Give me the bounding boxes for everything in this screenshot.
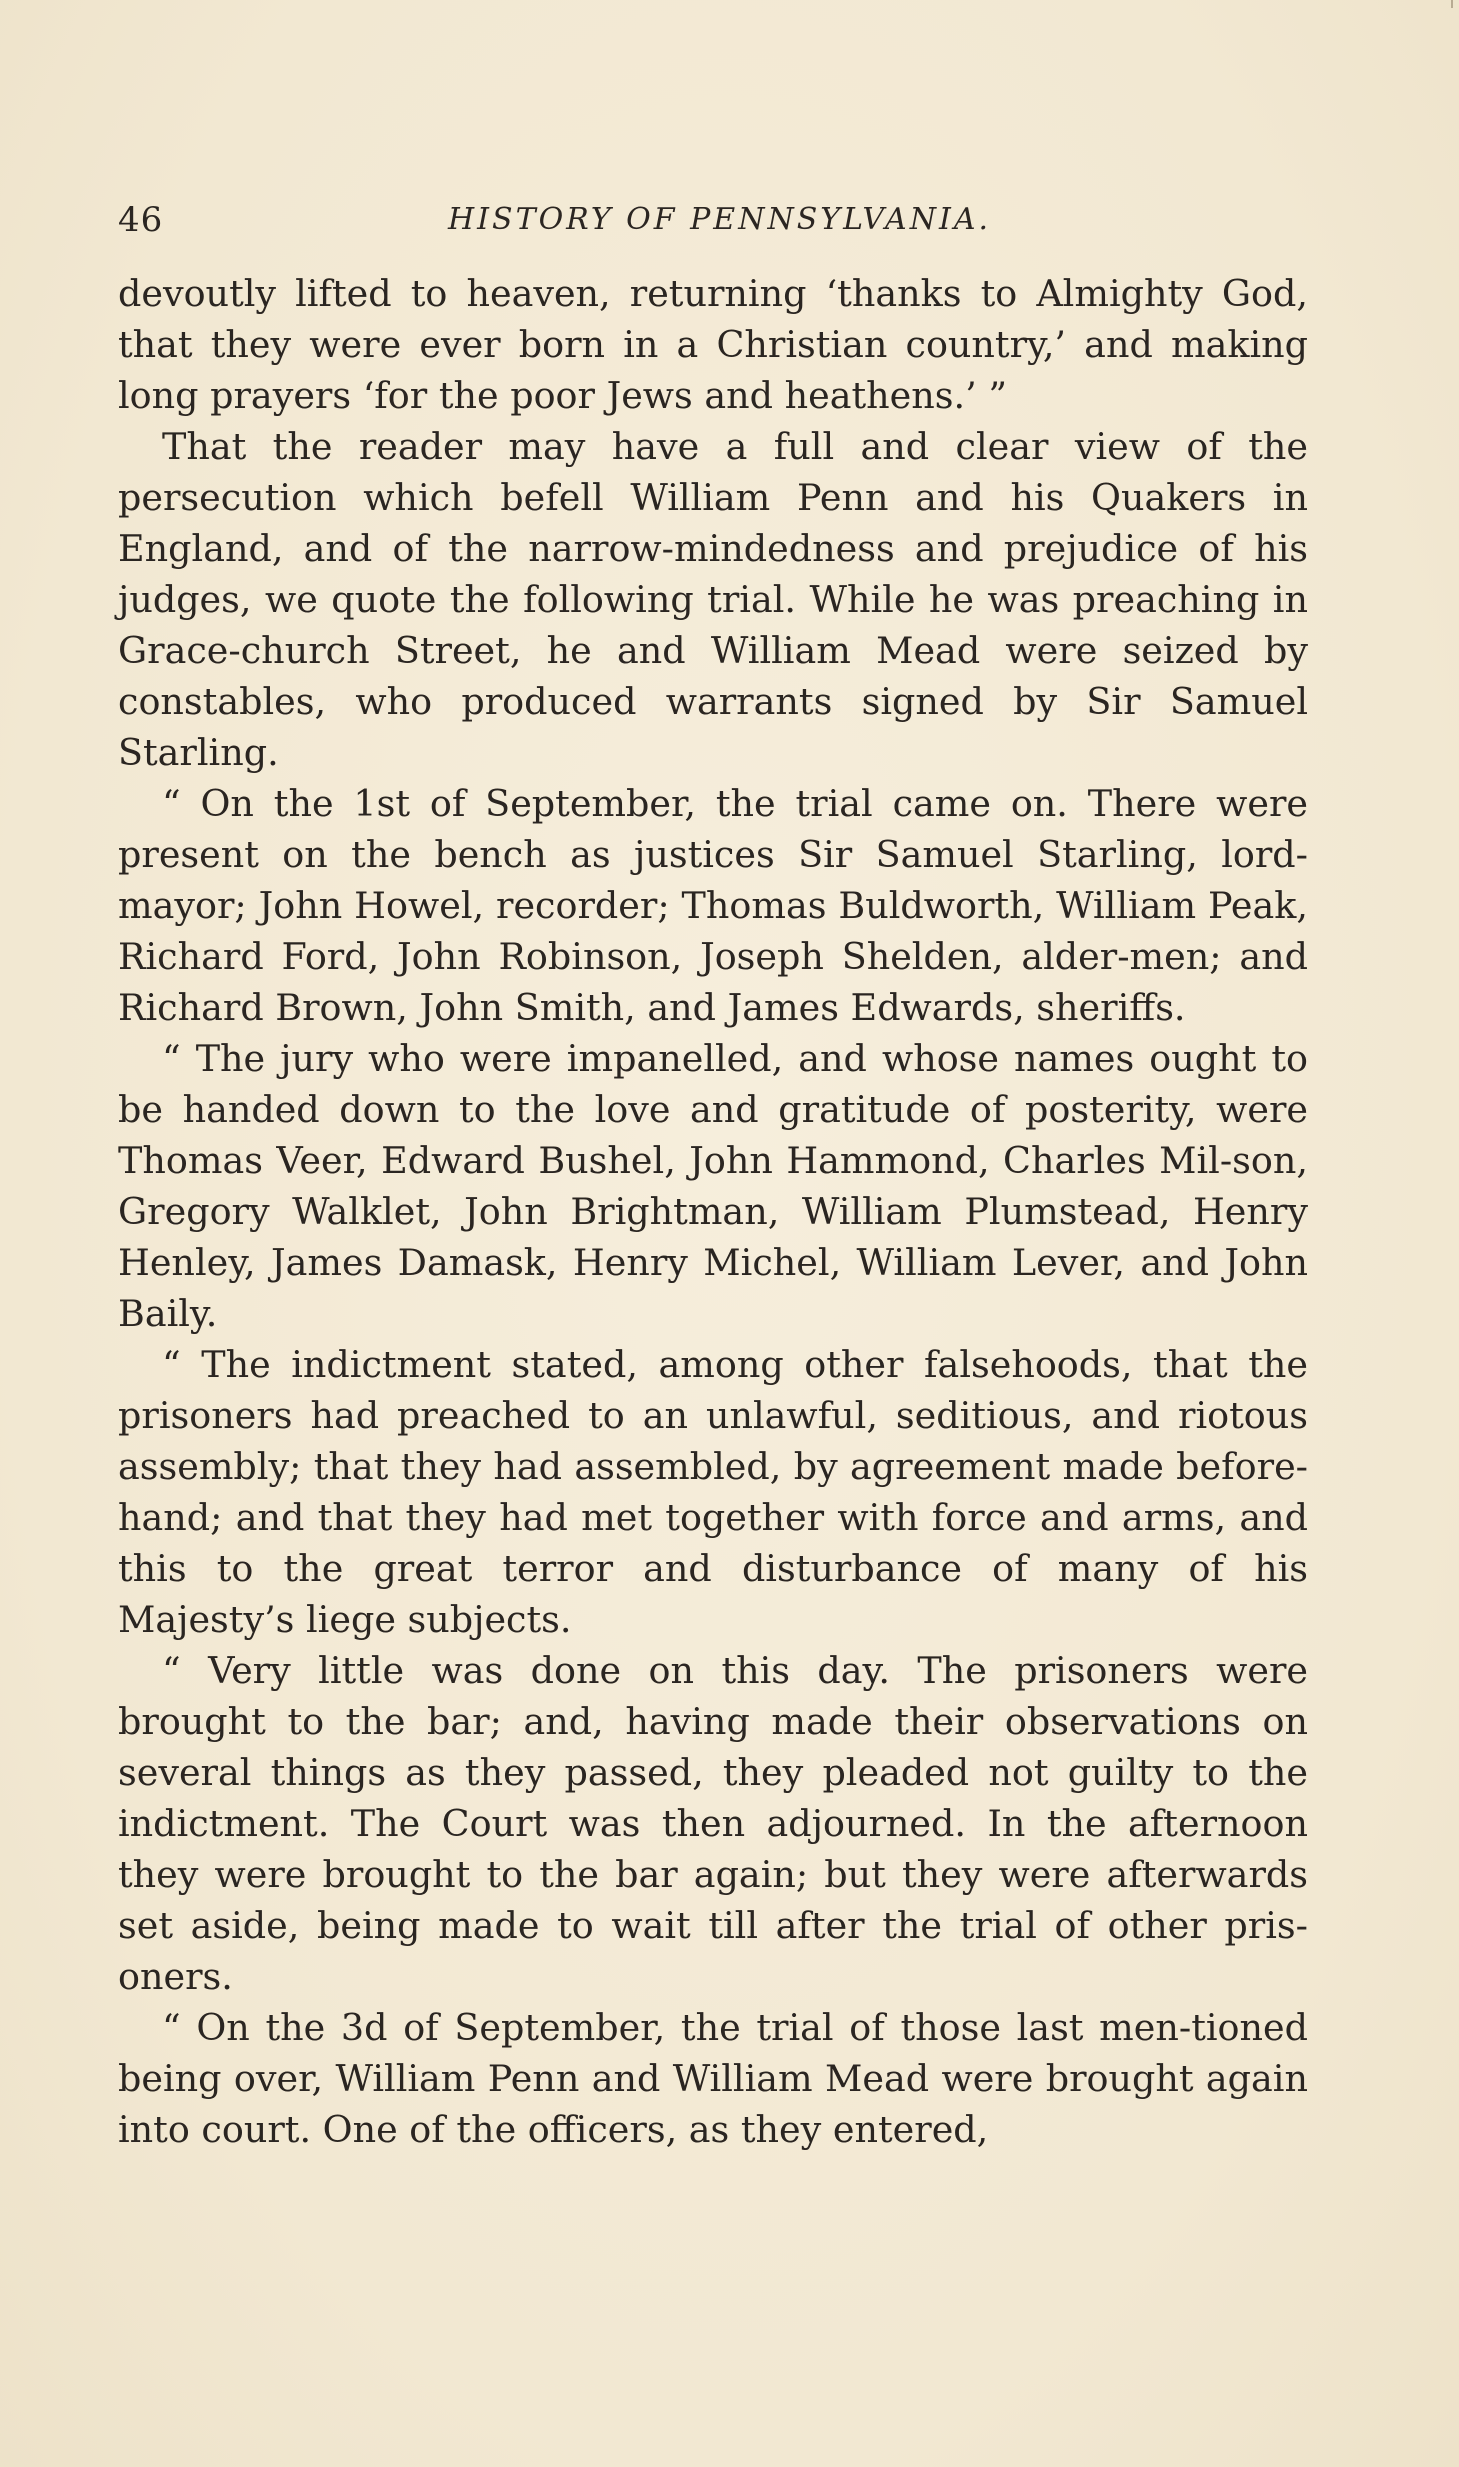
- page-corner-mark: [1451, 0, 1453, 8]
- paragraph-jury: “ The jury who were impanelled, and whose names ought to be handed down to the love and gratitude of posterity, were Thomas Veer, Edward Bushel, John Hammond, Charles Mil-son, Gregory Walklet, John Brightman, William Plumstead, Henry Henley, James Damask, Henry Michel, William Lever, and John Baily.: [118, 1037, 1308, 1335]
- running-title: HISTORY OF PENNSYLVANIA.: [448, 202, 992, 237]
- page-number: 46: [118, 200, 164, 240]
- paragraph-first-day: “ Very little was done on this day. The prisoners were brought to the bar; and, having made their observations on several things as they passed, they pleaded not guilty to the indictment. The Court was then adjourned. In the afternoon they were brought to the bar again; but they were afterwards set aside, being made to wait till after the trial of other pris-oners.: [118, 1649, 1308, 1998]
- paragraph-continuation: devoutly lifted to heaven, returning ‘thanks to Almighty God, that they were ever born in a Christian country,’ and making long prayers ‘for the poor Jews and heathens.’ ”: [118, 272, 1308, 417]
- paragraph-third-september: “ On the 3d of September, the trial of those last men-tioned being over, William Penn and William Mead were brought again into court. One of the officers, as they entered,: [118, 2006, 1308, 2151]
- page-header: [118, 200, 1318, 250]
- body-text: [118, 268, 1308, 2155]
- paragraph-bench: “ On the 1st of September, the trial came on. There were present on the bench as justices Sir Samuel Starling, lord-mayor; John Howel, recorder; Thomas Buldworth, William Peak, Richard Ford, John Robinson, Joseph Shelden, alder-men; and Richard Brown, John Smith, and James Edwards, sheriffs.: [118, 782, 1308, 1029]
- paragraph-trial-intro: That the reader may have a full and clear view of the persecution which befell William Penn and his Quakers in England, and of the narrow-mindedness and prejudice of his judges, we quote the following trial. While he was preaching in Grace-church Street, he and William Mead were seized by constables, who produced warrants signed by Sir Samuel Starling.: [118, 425, 1308, 774]
- paragraph-indictment: “ The indictment stated, among other falsehoods, that the prisoners had preached to an unlawful, seditious, and riotous assembly; that they had assembled, by agreement made before-hand; and that they had met together with force and arms, and this to the great terror and disturbance of many of his Majesty’s liege subjects.: [118, 1343, 1308, 1641]
